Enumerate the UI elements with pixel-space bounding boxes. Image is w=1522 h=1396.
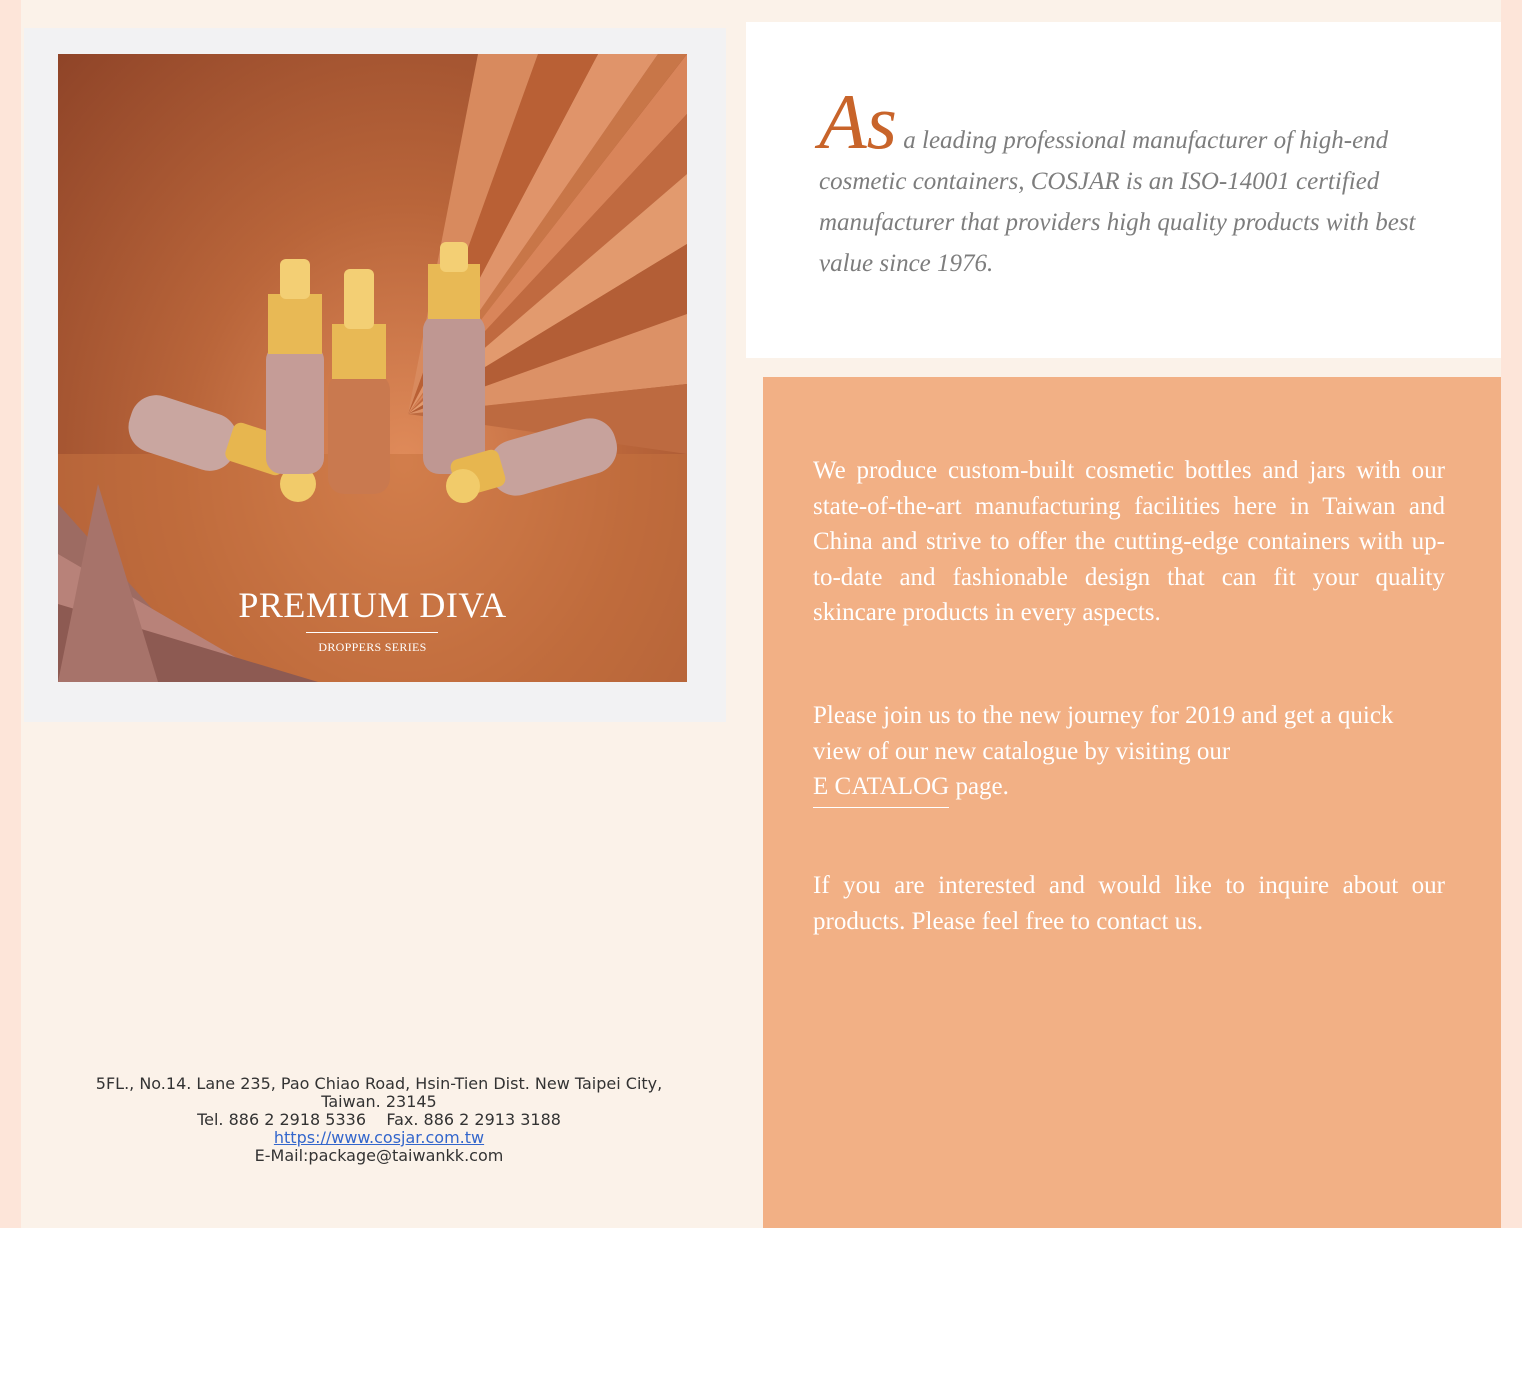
product-series-title: PREMIUM DIVA <box>238 585 507 625</box>
product-series-subtitle: DROPPERS SERIES <box>318 640 427 654</box>
panel-paragraph-manufacturing: We produce custom-built cosmetic bottles and jars with our state-of-the-art manufacturing facilities here in Taiwan and China and strive to offer the cutting-edge containers with up-to-date and fashionable design that can fit your quality skincare products in every aspects. <box>813 457 1445 626</box>
panel-paragraph-contact: If you are interested and would like to inquire about our products. Please feel free to contact us. <box>813 872 1445 935</box>
intro-body: a leading professional manufacturer of high-end cosmetic containers, COSJAR is an ISO-14001 certified manufacturer that providers high quality products with best value since 1976. <box>819 127 1416 277</box>
ecatalog-link[interactable]: E CATALOG <box>813 769 949 808</box>
address-line-1: 5FL., No.14. Lane 235, Pao Chiao Road, Hsin-Tien Dist. New Taipei City, <box>95 1074 663 1093</box>
intro-text <box>819 78 1459 284</box>
website-link[interactable]: https://www.cosjar.com.tw <box>273 1128 485 1147</box>
email-text: E-Mail:package@taiwankk.com <box>254 1146 504 1165</box>
panel-paragraph-catalog <box>813 698 1445 808</box>
product-image-frame <box>24 28 726 722</box>
catalog-outro-text: page. <box>949 773 1009 800</box>
address-line-2: Taiwan. 23145 <box>321 1092 437 1111</box>
section-gap <box>763 358 1501 377</box>
left-edge-strip <box>0 0 21 1228</box>
title-divider <box>306 632 438 633</box>
bottle-center-right <box>423 242 485 474</box>
right-edge-strip <box>1501 0 1522 1228</box>
contact-address-block <box>80 1075 678 1165</box>
bottle-center <box>328 269 390 494</box>
product-image <box>58 54 687 682</box>
intro-box <box>746 22 1501 358</box>
catalog-intro-text: Please join us to the new journey for 2019 and get a quick view of our new catalogue by visiting our <box>813 702 1394 765</box>
intro-dropcap: As <box>819 78 897 165</box>
top-edge-strip <box>21 0 1501 22</box>
phone-fax: Tel. 886 2 2918 5336 Fax. 886 2 2913 3188 <box>197 1110 561 1129</box>
bottle-center-left <box>266 259 324 474</box>
info-panel <box>763 377 1501 1228</box>
